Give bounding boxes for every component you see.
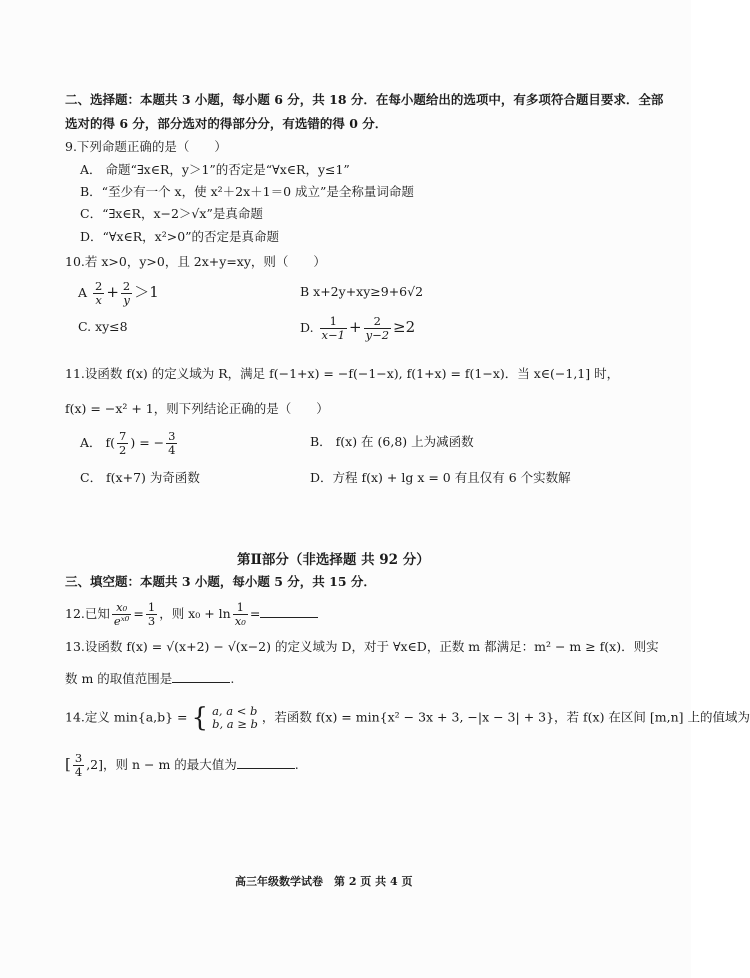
fraction <box>364 315 391 342</box>
q14-line1 <box>65 705 750 731</box>
denominator: y <box>123 293 130 307</box>
q9-stem: 9.下列命题正确的是（ ） <box>65 139 227 154</box>
q12-prefix: 12.已知 <box>65 606 110 621</box>
fraction <box>233 601 248 628</box>
equals: = <box>133 606 144 621</box>
operator: + <box>349 318 362 336</box>
denominator: 3 <box>147 614 156 628</box>
fraction <box>121 280 132 307</box>
section2-instructions-line1: 二、选择题：本题共 3 小题，每小题 6 分，共 18 分．在每小题给出的选项中，有多项符合题目要求．全部 <box>65 92 664 107</box>
q9-option-d: D．“∀x∈R，x²>0”的否定是真命题 <box>80 229 280 244</box>
q13-line1: 13.设函数 f(x) = √(x+2) − √(x−2) 的定义域为 D，对于 ∀x∈D，正数 m 都满足：m² − m ≥ f(x)．则实 <box>65 639 659 654</box>
answer-blank[interactable] <box>172 670 230 683</box>
q9-option-a: A． 命题“∃x∈R，y＞1”的否定是“∀x∈R，y≤1” <box>80 162 350 177</box>
inequality-tail: ＞1 <box>134 283 159 301</box>
section3-instructions: 三、填空题：本题共 3 小题，每小题 5 分，共 15 分． <box>65 574 376 589</box>
fraction <box>146 601 157 628</box>
period: . <box>294 757 299 772</box>
period: . <box>230 671 235 686</box>
q12-middle: ，则 x₀ + ln <box>159 606 231 621</box>
numerator: 3 <box>74 751 83 765</box>
denominator: x−1 <box>321 328 345 342</box>
equals: = <box>249 606 261 621</box>
denominator: 4 <box>74 765 83 779</box>
option-label: A <box>78 285 88 300</box>
bracket: [ <box>65 755 71 773</box>
q13-text: 数 m 的取值范围是 <box>65 671 173 686</box>
option-label: D. <box>300 320 314 335</box>
fraction <box>320 315 347 342</box>
case-2: b, a ≥ b <box>212 717 258 731</box>
q14-text: ，若函数 f(x) = min{x² − 3x + 3, −|x − 3| + 3}，若 f(x) 在区间 [m,n] 上的值域为 <box>261 709 750 725</box>
denominator: y−2 <box>365 328 390 342</box>
fraction <box>166 430 177 457</box>
q11-stem-line2: f(x) = −x² + 1，则下列结论正确的是（ ） <box>65 401 329 416</box>
answer-blank[interactable] <box>260 605 318 618</box>
case-1: a, a < b <box>212 704 258 718</box>
denominator: x <box>95 293 102 307</box>
numerator: 2 <box>122 279 131 293</box>
fraction <box>73 752 84 779</box>
q11-option-a <box>80 430 179 457</box>
q10-option-d <box>300 315 415 342</box>
q11-stem: 11.设函数 f(x) 的定义域为 R，满足 f(−1+x) = −f(−1−x), f(1+x) = f(1−x)．当 x∈(−1,1] 时， <box>65 366 620 381</box>
equals-minus: ) = − <box>130 435 165 450</box>
operator: + <box>106 283 119 301</box>
numerator: 1 <box>233 601 248 615</box>
numerator: 2 <box>95 279 103 293</box>
q9-option-c: C．“∃x∈R，x−2＞√x”是真命题 <box>80 206 263 221</box>
numerator: 3 <box>168 429 176 443</box>
denominator: 4 <box>168 443 176 457</box>
fraction <box>93 280 104 307</box>
answer-blank[interactable] <box>237 756 295 769</box>
numerator: x₀ <box>112 601 132 615</box>
q14-text: ，则 n − m 的最大值为 <box>103 757 237 772</box>
brace: { <box>191 703 209 733</box>
q14-prefix: 14.定义 min{a,b} = <box>65 709 188 725</box>
fraction <box>117 430 128 457</box>
denominator: eˣ⁰ <box>113 614 130 628</box>
numerator: 2 <box>364 315 391 329</box>
fraction <box>112 601 132 628</box>
q13-line2 <box>65 670 234 688</box>
numerator: 7 <box>119 429 127 443</box>
section2-instructions-line2: 选对的得 6 分，部分选对的得部分分，有选错的得 0 分． <box>65 116 388 131</box>
page-footer: 高三年级数学试卷 第 2 页 共 4 页 <box>235 875 413 888</box>
q11-option-b: B． f(x) 在 (6,8) 上为减函数 <box>310 434 474 449</box>
q10-option-b: B x+2y+xy≥9+6√2 <box>300 284 424 299</box>
q14-line2 <box>65 752 299 779</box>
numerator: 1 <box>147 600 156 614</box>
q10-option-a <box>78 280 159 307</box>
q11-option-d: D．方程 f(x) + lg x = 0 有且仅有 6 个实数解 <box>310 470 571 485</box>
piecewise-cases <box>210 705 260 731</box>
numerator: 1 <box>320 315 347 329</box>
option-label: A． f( <box>80 435 116 450</box>
part2-title: 第Ⅱ部分（非选择题 共 92 分） <box>237 552 430 568</box>
q11-option-c: C． f(x+7) 为奇函数 <box>80 470 200 485</box>
q10-stem: 10.若 x>0，y>0，且 2x+y=xy，则（ ） <box>65 254 326 269</box>
q10-option-c: C. xy≤8 <box>78 319 128 334</box>
q12 <box>65 601 318 628</box>
range-tail: ,2] <box>86 757 103 772</box>
inequality-tail: ≥2 <box>393 318 416 336</box>
denominator: x₀ <box>234 614 246 628</box>
denominator: 2 <box>119 443 127 457</box>
q9-option-b: B．“至少有一个 x，使 x²＋2x＋1＝0 成立”是全称量词命题 <box>80 184 414 199</box>
